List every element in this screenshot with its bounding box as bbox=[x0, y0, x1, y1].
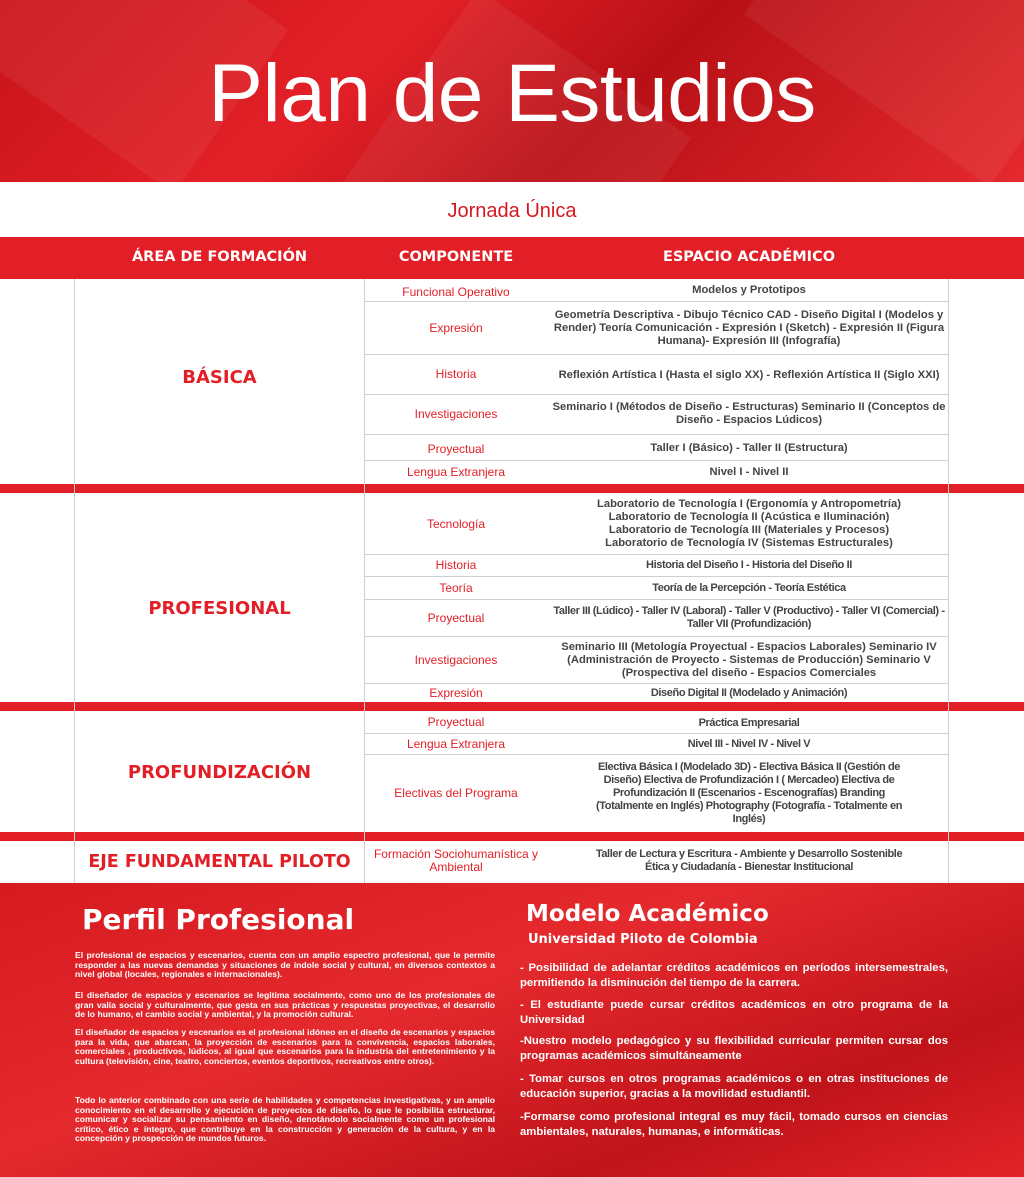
component-cell: Investigaciones bbox=[414, 407, 498, 421]
area-basica: BÁSICA bbox=[182, 367, 257, 388]
academic-space-cell: Modelos y Prototipos bbox=[692, 283, 806, 296]
modelo-item: -Formarse como profesional integral es muy fácil, tomado cursos en ciencias ambientales, naturales, humanas, e informáticas. bbox=[520, 1111, 948, 1138]
component-cell: Expresión bbox=[429, 320, 483, 335]
academic-space-cell: Historia del Diseño I - Historia del Diseño II bbox=[646, 559, 852, 571]
section-divider bbox=[0, 832, 1024, 841]
header-component: COMPONENTE bbox=[398, 249, 514, 265]
academic-space-cell: Teoría de la Percepción - Teoría Estética bbox=[652, 581, 846, 594]
perfil-paragraph: El diseñador de espacios y escenarios es el profesional idóneo en el diseño de escenarios y espacios para la vida, que abarcan, la proyección de escenarios para la convivencia, espacios laborales, comerciales , productivos, lúdicos, al igual que escenarios para la industria del entretenimiento y la cultura (televisión, cine, teatro, conciertos, eventos deportivos, recreativos entre otros). bbox=[75, 1027, 495, 1066]
modelo-item: -Nuestro modelo pedagógico y su flexibilidad curricular permiten cursar dos programas académicos simultáneamente bbox=[520, 1035, 948, 1062]
academic-space-cell: Práctica Empresarial bbox=[698, 716, 800, 729]
modelo-subtitle: Universidad Piloto de Colombia bbox=[528, 932, 758, 947]
component-cell: Formación Sociohumanística y Ambiental bbox=[373, 847, 539, 874]
component-cell: Electivas del Programa bbox=[394, 785, 518, 800]
component-cell: Proyectual bbox=[427, 714, 485, 729]
component-cell: Lengua Extranjera bbox=[406, 736, 506, 751]
academic-space-cell: Reflexión Artística I (Hasta el siglo XX) - Reflexión Artística II (Siglo XXI) bbox=[558, 368, 940, 381]
modelo-item: - Tomar cursos en otros programas académicos o en otras instituciones de educación superior, gracias a la movilidad estudiantil. bbox=[520, 1073, 948, 1100]
section-divider bbox=[0, 702, 1024, 711]
component-cell: Expresión bbox=[429, 686, 483, 700]
modelo-title: Modelo Académico bbox=[526, 901, 769, 927]
academic-space-cell: Seminario III (Metología Proyectual - Espacios Laborales) Seminario IV (Administración de Proyecto - Sistemas de Producción) Seminario V (Prospectiva del diseño - Espacios Comerciales bbox=[561, 640, 937, 679]
academic-space-cell: Taller I (Básico) - Taller II (Estructura) bbox=[650, 441, 848, 454]
academic-space-cell: Nivel III - Nivel IV - Nivel V bbox=[687, 737, 811, 750]
perfil-paragraph: El diseñador de espacios y escenarios se legitima socialmente, como uno de los profesionales de gran valía social y culturalmente, que gesta en sus prácticas y respuestas proyectivas, el desarrollo de lo humano, el cambio social y ambiental, y la promoción cultural. bbox=[75, 990, 495, 1019]
schedule-label: Jornada Única bbox=[447, 200, 577, 222]
row-line bbox=[364, 434, 948, 435]
page-title: Plan de Estudios bbox=[208, 48, 816, 139]
component-cell: Tecnología bbox=[426, 516, 486, 531]
academic-space-cell: Diseño Digital II (Modelado y Animación) bbox=[650, 687, 848, 699]
component-cell: Proyectual bbox=[427, 441, 485, 456]
perfil-paragraph: El profesional de espacios y escenarios, cuenta con un amplio espectro profesional, que le permite responder a las nuevas demandas y situaciones de índole social y cultural, en diversos contextos a nivel global (locales, regionales e internacionales). bbox=[75, 950, 495, 979]
academic-space-cell: Taller de Lectura y Escritura - Ambiente y Desarrollo Sostenible Ética y Ciudadanía - Bienestar Institucional bbox=[595, 848, 903, 873]
component-cell: Lengua Extranjera bbox=[406, 465, 506, 479]
component-cell: Funcional Operativo bbox=[402, 284, 510, 299]
header-space: ESPACIO ACADÉMICO bbox=[662, 249, 836, 265]
academic-space-cell: Laboratorio de Tecnología I (Ergonomía y Antropometría) Laboratorio de Tecnología II (Acústica e Iluminación) Laboratorio de Tecnología III (Materiales y Procesos) Laboratorio de Tecnología IV (Sistemas Estructurales) bbox=[597, 498, 901, 549]
section-divider bbox=[0, 484, 1024, 493]
perfil-paragraph: Todo lo anterior combinado con una serie de habilidades y competencias investigativas, y un amplio conocimiento en el desarrollo y ejecución de proyectos de diseño, lo que le posibilita estructurar, comunicar y socializar su pensamiento en diseño, denotándolo socialmente como un profesional crítico, ético e íntegro, que contribuye en la construcción y generación de la cultura, y en la concepción y prospección de mundos futuros. bbox=[75, 1095, 495, 1143]
component-cell: Investigaciones bbox=[414, 652, 498, 667]
academic-space-cell: Geometría Descriptiva - Dibujo Técnico CAD - Diseño Digital I (Modelos y Render) Teoría Comunicación - Expresión I (Sketch) - Expresión II (Figura Humana)- Expresión III (Infografía) bbox=[553, 308, 945, 347]
component-cell: Historia bbox=[435, 558, 477, 572]
component-cell: Proyectual bbox=[427, 610, 485, 625]
area-profundizacion: PROFUNDIZACIÓN bbox=[127, 762, 312, 783]
modelo-item: - El estudiante puede cursar créditos académicos en otro programa de la Universidad bbox=[520, 999, 948, 1026]
modelo-item: - Posibilidad de adelantar créditos académicos en períodos intersemestrales, permitiendo la disminución del tiempo de la carrera. bbox=[520, 962, 948, 989]
academic-space-cell: Taller III (Lúdico) - Taller IV (Laboral) - Taller V (Productivo) - Taller VI (Comercial) - Taller VII (Profundización) bbox=[553, 605, 945, 630]
academic-space-cell: Nivel I - Nivel II bbox=[709, 466, 789, 478]
perfil-title: Perfil Profesional bbox=[82, 903, 355, 936]
header-area: ÁREA DE FORMACIÓN bbox=[131, 249, 308, 265]
component-cell: Historia bbox=[435, 367, 477, 381]
table-header bbox=[0, 237, 1024, 279]
component-cell: Teoría bbox=[439, 580, 473, 595]
area-profesional: PROFESIONAL bbox=[148, 598, 291, 619]
academic-space-cell: Seminario I (Métodos de Diseño - Estructuras) Seminario II (Conceptos de Diseño - Espacios Lúdicos) bbox=[552, 401, 946, 426]
academic-space-cell: Electiva Básica I (Modelado 3D) - Electiva Básica II (Gestión de Diseño) Electiva de Profundización I ( Mercadeo) Electiva de Profundización II (Escenarios - Escenografías) Branding (Totalmente en Inglés) Photography (Fotografía - Totalmente en Inglés) bbox=[595, 760, 903, 825]
area-eje-fundamental: EJE FUNDAMENTAL PILOTO bbox=[88, 852, 351, 872]
